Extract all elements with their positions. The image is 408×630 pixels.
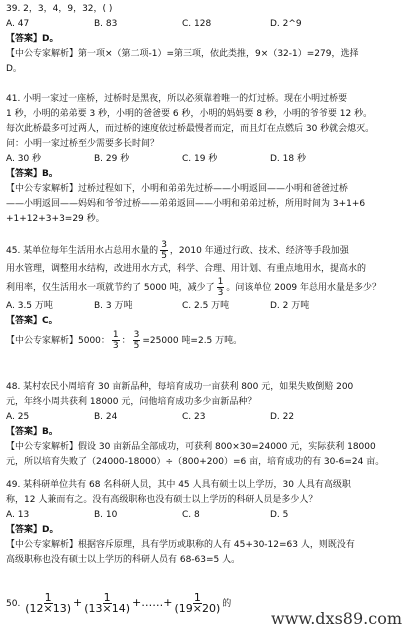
option-b: B. 29 秒 [94,154,130,164]
option-b: B. 83 [94,19,118,29]
analysis-line-1: 【中公专家解析】过桥过程如下，小明和弟弟先过桥——小明返回——小明和爸爸过桥 [6,184,349,194]
analysis-line-1: 【中公专家解析】根据容斥原理，具有学历或职称的人有 45+30-12=63 人，则既没有 [6,540,355,550]
answer-label: 【答案】C。 [6,316,58,326]
option-a: A. 25 [6,412,30,422]
question-stem-2: 元，年终小周共获利 18000 元，问他培育成功多少亩新品种？ [6,397,257,407]
stem-text: 45. 某单位每年生活用水占总用水量的 [6,246,159,256]
question-stem-2: 1 秒，小明的弟弟要 3 秒，小明的爸爸要 6 秒，小明的妈妈要 8 秒，小明的爷爷要 12 秒。 [6,109,373,119]
option-b: B. 24 [94,412,118,422]
question-stem-1: 48. 某村农民小周培育 30 亩新品种，每培育成功一亩获利 800 元，如果失败倒赔 200 [6,382,354,392]
stem-text: ，2010 年通过行政、技术、经济等手段加强 [169,246,349,256]
analysis-line-1: 【中公专家解析】假设 30 亩新品全部成功，可获利 800×30=24000 元，实际获利 18000 [6,442,376,452]
question-39 [6,2,402,77]
analysis-line-1 [6,329,402,353]
analysis-line-2: D。 [6,64,22,74]
option-a: A. 30 秒 [6,154,42,164]
analysis-line-1: 【中公专家解析】第一项×（第二项-1）=第三项，依此类推，9×（32-1）=279，选择 [6,49,359,59]
fraction-numerator: 1 [44,591,52,604]
fraction-one-third [112,330,120,351]
option-c: C. 19 秒 [182,154,218,164]
fraction-numerator: 1 [112,330,119,340]
fraction-numerator: 3 [161,240,167,250]
fraction-three-fifths [160,240,168,261]
fraction-numerator: 1 [193,591,201,604]
question-stem-1 [6,240,402,262]
fraction-term-3 [174,593,220,614]
analysis-line-3: +1+12+3+3=29 秒。 [6,214,105,224]
question-stem-2: 称，12 人兼而有之。没有高级职称也没有硕士以上学历的科研人员是多少人？ [6,495,318,505]
answer-label: 【答案】D。 [6,34,59,44]
option-d: D. 2^9 [270,19,302,29]
question-41 [6,92,402,227]
analysis-text: 【中公专家解析】5000： [6,336,110,346]
fraction-denominator: (19×20) [174,602,221,615]
question-stem: 39. 2，3，4，9，32，( ) [6,4,113,14]
options-row [6,17,402,32]
stem-text: 的 [222,599,232,609]
fraction-denominator: (13×14) [84,602,131,615]
option-d: D. 22 [270,412,295,422]
options-row [6,152,402,167]
fraction-numerator: 1 [217,277,224,287]
option-d: D. 18 秒 [270,154,306,164]
answer-label: 【答案】D。 [6,525,59,535]
fraction-denominator: 5 [161,251,167,261]
fraction-three-fifths [133,330,141,351]
fraction-term-1 [25,593,71,614]
question-stem-3 [6,277,402,299]
option-a: A. 3.5 万吨 [6,301,53,311]
option-c: C. 23 [182,412,206,422]
analysis-text: =25000 吨=2.5 万吨。 [142,336,243,346]
question-number: 50. [6,599,21,609]
stem-text: 利用率，仅生活用水一项就节约了 5000 吨，减少了 [6,283,215,293]
analysis-line-2: 高级职称也没有硕士以上学历的科研人员有 68-63=5 人。 [6,555,241,565]
watermark-url: www.dxs89.com [271,609,402,628]
option-a: A. 13 [6,510,30,520]
fraction-term-2 [84,593,130,614]
question-stem-4: 问：小明一家过桥至少需要多长时间？ [6,139,160,149]
stem-text: 。问该单位 2009 年总用水量是多少？ [226,283,382,293]
option-c: C. 128 [182,19,212,29]
option-c: C. 8 [182,510,200,520]
question-stem-3: 每次此桥最多可过两人，而过桥的速度依过桥最慢者而定，而且灯在点燃后 30 秒就会熄灭。 [6,124,375,134]
question-45 [6,240,402,353]
fraction-denominator: 3 [112,341,119,351]
answer-label: 【答案】B。 [6,427,58,437]
fraction-numerator: 1 [103,591,111,604]
plus-sign: + [73,596,83,609]
question-stem-1: 41. 小明一家过一座桥，过桥时是黑夜，所以必须靠着唯一的灯过桥。现在小明过桥要 [6,94,348,104]
option-c: C. 2.5 万吨 [182,301,230,311]
fraction-one-third [217,277,225,298]
option-a: A. 47 [6,19,30,29]
option-d: D. 5 [270,510,289,520]
options-row [6,299,402,314]
options-row [6,410,402,425]
question-49 [6,478,402,568]
fraction-denominator: 3 [217,288,224,298]
fraction-denominator: 5 [133,341,140,351]
option-d: D. 2 万吨 [270,301,310,311]
fraction-numerator: 3 [133,330,140,340]
question-stem-2: 用水管理，调整用水结构，改进用水方式，科学、合理、用计划、有重点地用水，提高水的 [6,264,367,274]
fraction-denominator: (12×13) [25,602,71,615]
question-stem-1: 49. 某科研单位共有 68 名科研人员，其中 45 人具有硕士以上学历，30 人具有高级职 [6,480,351,490]
options-row [6,508,402,523]
analysis-text: ： [121,336,131,346]
question-48 [6,380,402,470]
analysis-line-2: 元，所以培育失败了（24000-18000）÷（800+200）=6 亩，培育成功的有 30-6=24 亩。 [6,457,385,467]
answer-label: 【答案】B。 [6,169,58,179]
option-b: B. 3 万吨 [94,301,133,311]
option-b: B. 10 [94,510,118,520]
ellipsis-plus: +……+ [132,596,173,609]
analysis-line-2: ——小明返回——妈妈和爷爷过桥——弟弟返回——小明和弟弟过桥，所用时间为 3+1+6 [6,199,366,209]
